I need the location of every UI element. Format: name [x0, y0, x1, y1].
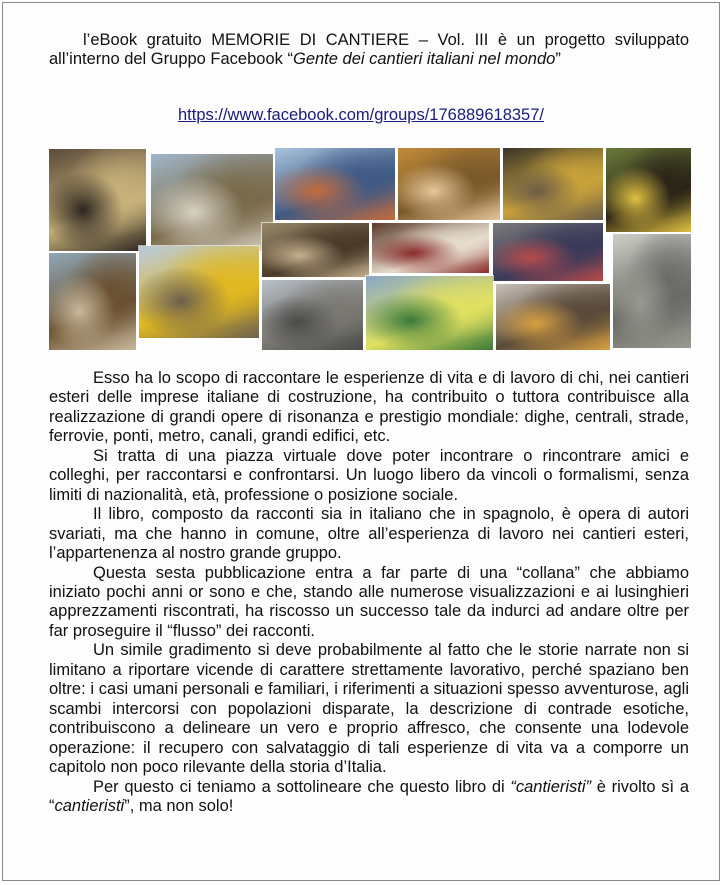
children-group-photo: [262, 223, 369, 277]
body-text: [49, 369, 689, 816]
photo-collage: [47, 146, 691, 351]
paragraph-3: Il libro, composto da racconti sia in italiano che in spagnolo, è opera di autori svariati, ma che hanno in comune, oltre all’esperienza di lavoro nei cantieri esteri, l’appartenenza al nostro grande gruppo.: [49, 505, 689, 563]
closing-paragraph: [49, 778, 689, 817]
paragraph-2: Si tratta di una piazza virtuale dove poter incontrare o rincontrare amici e colleghi, per raccontarsi e confrontarsi. Un luogo libero da vincoli o formalismi, senza limiti di nazionalità, età, professione o posizione sociale.: [49, 446, 689, 504]
intro-suffix: ”: [555, 50, 561, 68]
paragraph-5: Un simile gradimento si deve probabilmente al fatto che le storie narrate non si limitano a riportare vicende di carattere strettamente lavorativo, perché spaziano ben oltre: i casi umani personali e familiari, i riferimenti a situazioni spesso avventurose, agli scambi intercorsi con popolazioni disparate, la descrizione di contrade esotiche, contribuiscono a delineare un vero e proprio affresco, che consente una lodevole operazione: il recupero con salvataggio di tali esperienze di vita va a comporre un capitolo non poco rilevante della storia d’Italia.: [49, 641, 689, 777]
intro-prefix: l’eBook gratuito MEMORIE DI CANTIERE – Vol. III è un progetto sviluppato all’interno del Gruppo Facebook “: [49, 31, 689, 68]
intro-text: [49, 31, 689, 69]
dinner-party-photo: [372, 223, 489, 273]
group-name: Gente dei cantieri italiani nel mondo: [292, 50, 556, 68]
gantry-crane-photo: [398, 148, 500, 220]
paragraph-1: Esso ha lo scopo di raccontare le esperienze di vita e di lavoro di chi, nei cantieri esteri delle imprese italiane di costruzione, ha contribuito o tuttora contribuisce alla realizzazione di grandi opere di risonanza e prestigio mondiale: dighe, centrali, strade, ferrovie, ponti, metro, canali, grandi edifici, etc.: [49, 369, 689, 446]
rock-site-photo: [262, 280, 363, 350]
page: [2, 2, 720, 881]
closing-part-1: Per questo ci teniamo a sottolineare che questo libro di: [93, 777, 511, 796]
bridge-construction-photo: [151, 154, 273, 251]
worker-helmet-portrait-photo: [606, 148, 691, 232]
tunnel-railway-photo: [49, 149, 146, 251]
closing-part-3: ”, ma non solo!: [124, 796, 234, 815]
child-hardhat-photo: [49, 253, 136, 350]
facebook-link-row: [3, 106, 719, 125]
surveyor-old-photo: [613, 234, 691, 348]
family-portrait-photo: [493, 223, 603, 281]
closing-word-1: “cantieristi”: [510, 777, 592, 796]
workers-group-photo: [275, 148, 395, 220]
roadworks-photo: [496, 284, 610, 350]
mobile-crane-photo: [139, 246, 259, 338]
paragraph-4: Questa sesta pubblicazione entra a far parte di una “collana” che abbiamo iniziato pochi anni or sono e che, stando alle numerose visualizzazioni e ai lusinghieri apprezzamenti riscontrati, ha riscosso un successo tale da indurci ad andare oltre per far proseguire il “flusso” dei racconti.: [49, 563, 689, 640]
closing-word-2: cantieristi: [54, 796, 125, 815]
tunnel-excavator-photo: [503, 148, 603, 220]
closing-part-2: è rivolto sì a “: [49, 777, 689, 815]
team-flag-photo: [366, 276, 493, 350]
facebook-group-link[interactable]: https://www.facebook.com/groups/176889618357/: [178, 106, 544, 124]
